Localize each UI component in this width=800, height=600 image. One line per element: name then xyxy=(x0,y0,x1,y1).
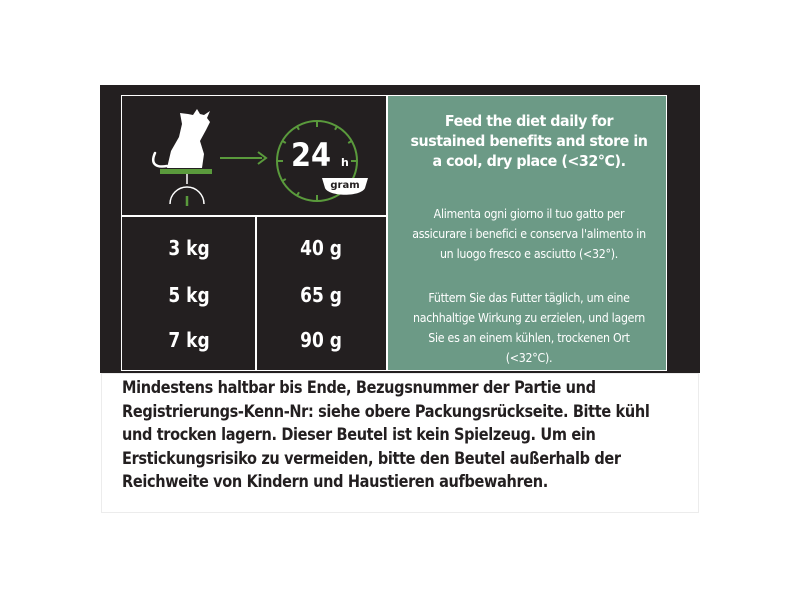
cat-weight-5kg: 5 kg xyxy=(168,283,210,307)
storage-text-italian: Alimenta ogni giorno il tuo gatto per assicurare i benefici e conserva l'alimento in un luogo fresco e asciutto (<32°). xyxy=(412,207,646,261)
storage-text-german: Füttern Sie das Futter täglich, um eine nachhaltige Wirkung zu erzielen, und lagern Sie es an einem kühlen, trockenen Ort (<32°C). xyxy=(412,291,645,365)
cat-weight-3kg: 3 kg xyxy=(168,236,210,260)
daily-hours-number: 24 xyxy=(291,136,332,174)
storage-text-english: Feed the diet daily for sustained benefits and store in a cool, dry place (<32°C). xyxy=(410,112,648,170)
cat-weight-7kg: 7 kg xyxy=(168,328,210,352)
daily-hours-unit: h xyxy=(341,156,349,169)
frame-divider-vertical xyxy=(386,96,388,371)
cat-on-scale-icon xyxy=(153,109,212,206)
table-divider-vertical xyxy=(255,216,257,371)
safety-notice-text: Mindestens haltbar bis Ende, Bezugsnummer der Partie und Registrierungs-Kenn-Nr: siehe obere Packungsrückseite. Bitte kühl und trocken lagern. Dieser Beutel ist kein Spielzeug. Um ein Erstickungsrisiko zu vermeiden, bitte den Beutel außerhalb der Reichweite von Kindern und Haustieren aufbewahren. xyxy=(122,378,650,491)
arrow-icon xyxy=(220,152,266,164)
daily-amount-90g: 90 g xyxy=(300,328,342,352)
daily-amount-65g: 65 g xyxy=(300,283,342,307)
bowl-label: gram xyxy=(330,180,360,191)
daily-amount-40g: 40 g xyxy=(300,236,342,260)
